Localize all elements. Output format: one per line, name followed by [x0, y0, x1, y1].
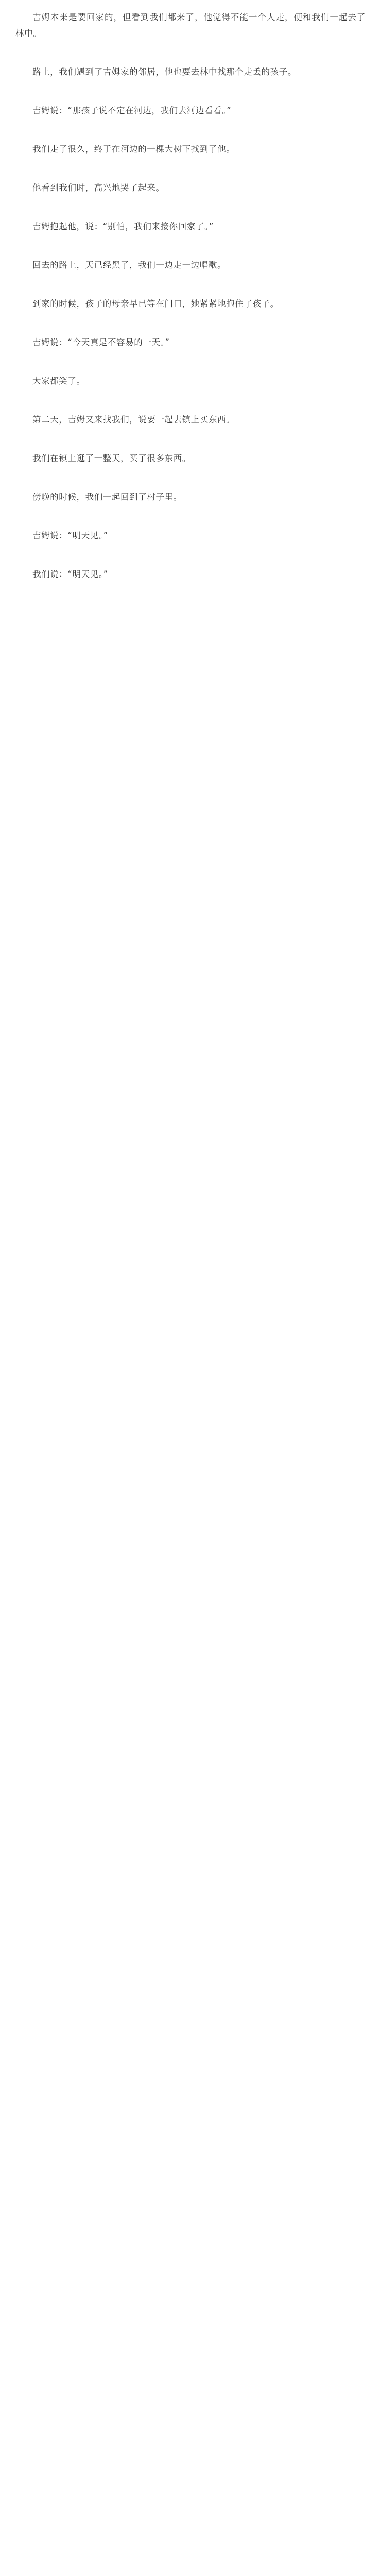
paragraph: 第二天，吉姆又来找我们，说要一起去镇上买东西。	[32, 415, 235, 425]
paragraph: 回去的路上，天已经黑了，我们一边走一边唱歌。	[32, 260, 227, 270]
paragraph: 傍晚的时候，我们一起回到了村子里。	[32, 492, 182, 502]
article-body	[15, 9, 366, 582]
paragraph: 吉姆说：“明天见。”	[32, 531, 108, 540]
paragraph: 吉姆说：“今天真是不容易的一天。”	[32, 337, 170, 347]
paragraph: 吉姆抱起他，说：“别怕，我们来接你回家了。”	[32, 222, 214, 231]
paragraph: 我们走了很久，终于在河边的一棵大树下找到了他。	[32, 144, 235, 154]
paragraph: 吉姆说：“那孩子说不定在河边，我们去河边看看。”	[32, 106, 232, 115]
paragraph: 吉姆本来是要回家的，但看到我们都来了，他觉得不能一个人走，便和我们一起去了林中。	[15, 12, 366, 38]
paragraph: 我们说：“明天见。”	[32, 569, 108, 579]
paragraph: 路上，我们遇到了吉姆家的邻居，他也要去林中找那个走丢的孩子。	[32, 67, 297, 77]
paragraph: 他看到我们时，高兴地哭了起来。	[32, 183, 165, 193]
article-page	[0, 0, 381, 625]
paragraph: 大家都笑了。	[32, 376, 85, 386]
paragraph: 到家的时候，孩子的母亲早已等在门口，她紧紧地抱住了孩子。	[32, 299, 279, 309]
paragraph: 我们在镇上逛了一整天，买了很多东西。	[32, 453, 191, 463]
